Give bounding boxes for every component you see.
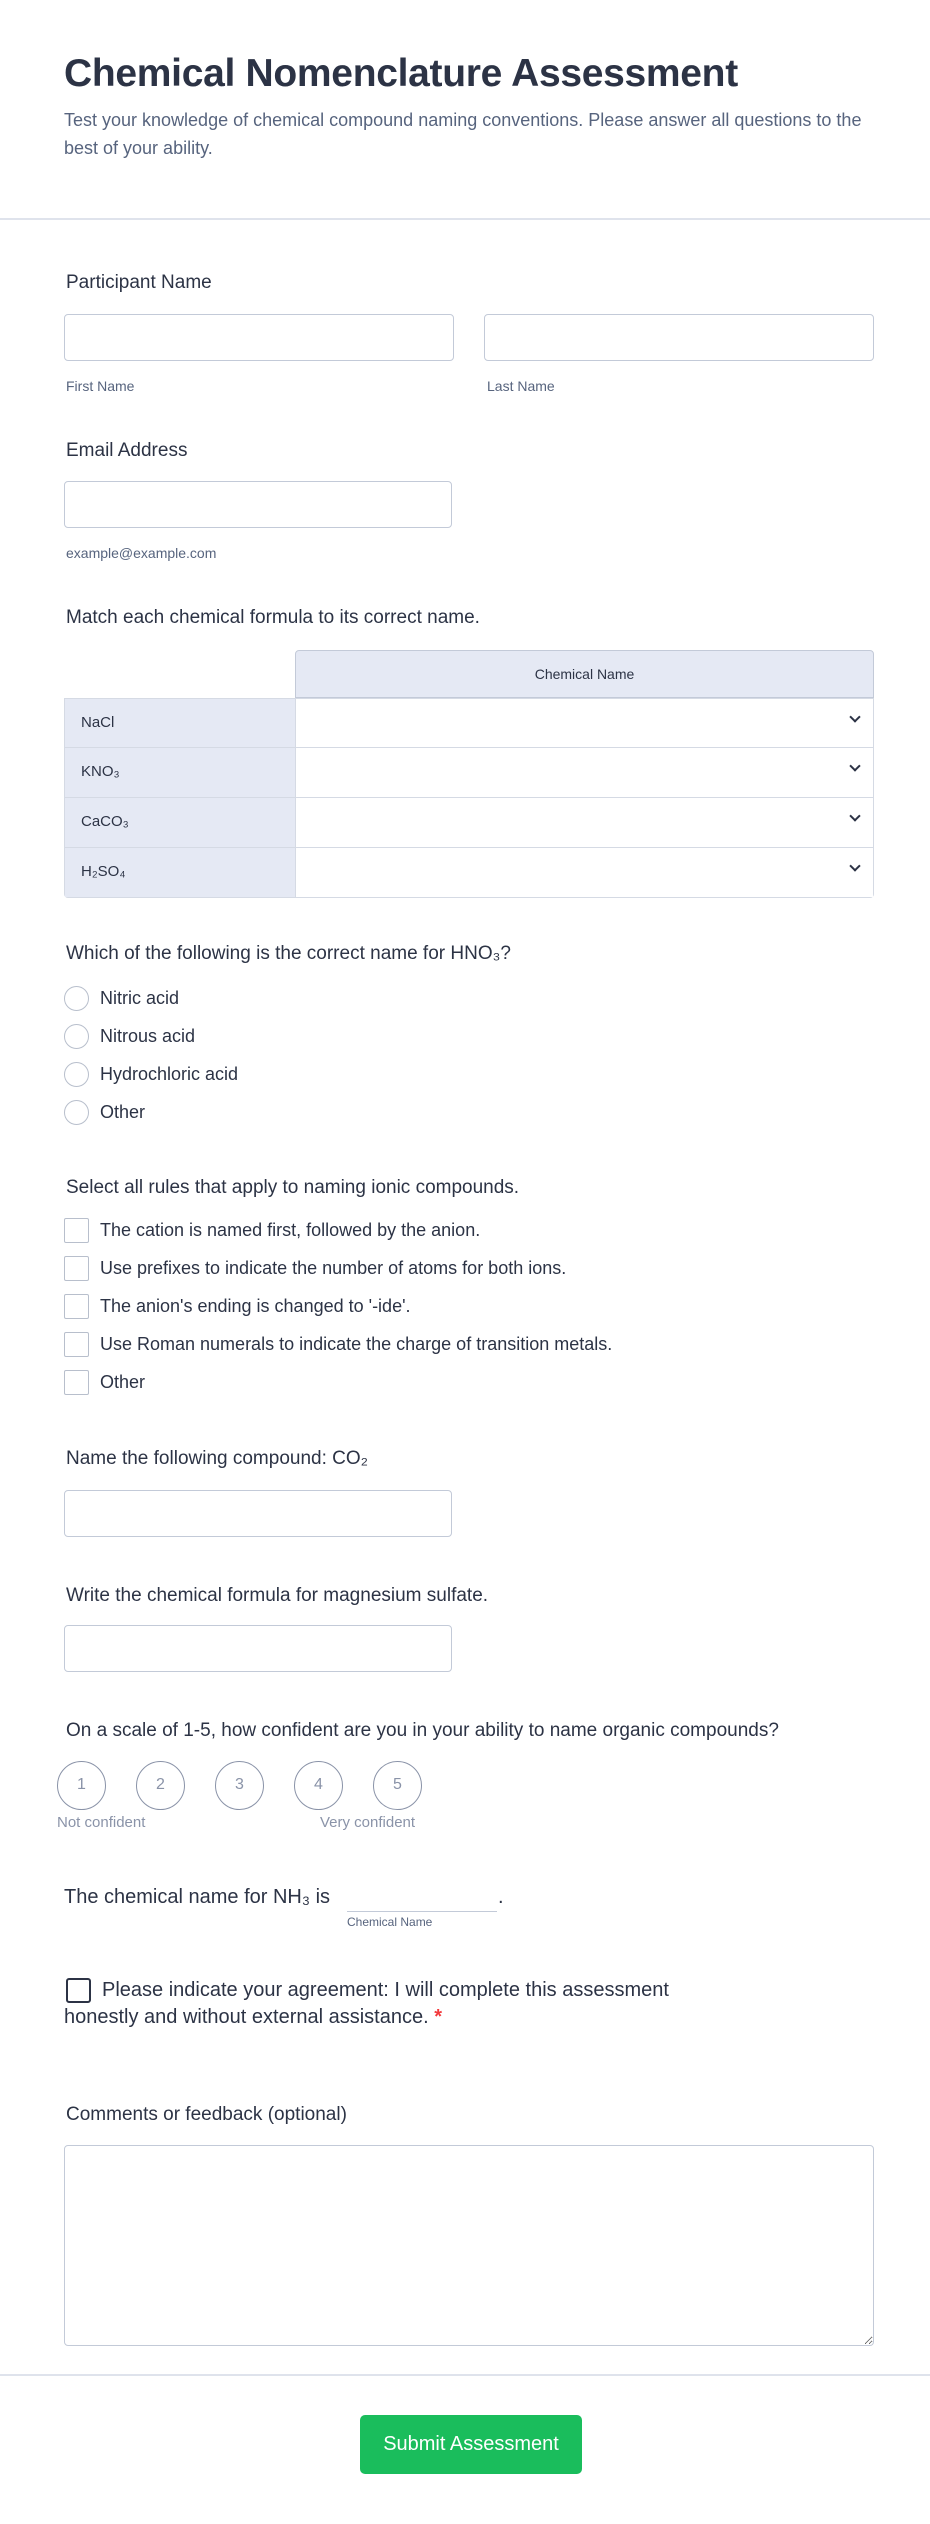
scale-option-2[interactable]: 2: [136, 1761, 185, 1810]
fill-blank-sublabel: Chemical Name: [347, 1915, 433, 1929]
page-subtitle: Test your knowledge of chemical compound naming conventions. Please answer all questions to the best of your ability.: [64, 110, 862, 158]
checkbox[interactable]: [64, 1370, 89, 1395]
page-title: Chemical Nomenclature Assessment: [64, 52, 738, 95]
checkbox[interactable]: [64, 1294, 89, 1319]
email-input[interactable]: [64, 481, 452, 528]
footer-divider: [0, 2374, 930, 2376]
chevron-down-icon: [849, 711, 860, 722]
radio-button[interactable]: [64, 1024, 89, 1049]
last-name-input[interactable]: [484, 314, 874, 361]
agreement-checkbox[interactable]: [66, 1978, 91, 2003]
first-name-sublabel: First Name: [66, 378, 135, 394]
radio-option-label: Nitric acid: [100, 988, 180, 1008]
radio-option[interactable]: [64, 1100, 145, 1125]
scale-question-label: On a scale of 1-5, how confident are you in your ability to name organic compounds?: [66, 1720, 779, 1741]
checkbox-question-label: Select all rules that apply to naming ionic compounds.: [66, 1177, 520, 1198]
matrix-row: [64, 848, 874, 898]
co2-answer-input[interactable]: [64, 1490, 452, 1537]
mgso4-answer-input[interactable]: [64, 1625, 452, 1672]
required-asterisk: *: [434, 2006, 443, 2028]
chevron-down-icon: [849, 810, 860, 821]
matrix-row: [64, 798, 874, 848]
participant-name-label: Participant Name: [66, 272, 212, 293]
chevron-down-icon: [849, 860, 860, 871]
comments-textarea[interactable]: [64, 2145, 874, 2346]
checkbox-option-label: Other: [100, 1372, 146, 1392]
nh3-name-input[interactable]: [347, 1884, 497, 1912]
matrix-select[interactable]: [296, 848, 873, 897]
matrix-row-label: CaCO₃: [65, 798, 296, 847]
matrix-row-label: NaCl: [65, 699, 296, 747]
last-name-sublabel: Last Name: [487, 378, 555, 394]
checkbox[interactable]: [64, 1256, 89, 1281]
radio-button[interactable]: [64, 1100, 89, 1125]
matrix-row: [64, 698, 874, 748]
scale-option-1[interactable]: 1: [57, 1761, 106, 1810]
matrix-row-label: KNO₃: [65, 748, 296, 797]
radio-button[interactable]: [64, 1062, 89, 1087]
scale-low-label: Not confident: [57, 1814, 146, 1831]
checkbox-option-label: The cation is named first, followed by the anion.: [100, 1220, 481, 1240]
radio-question-label: Which of the following is the correct name for HNO₃?: [66, 943, 511, 964]
scale-high-label: Very confident: [320, 1814, 416, 1831]
radio-option-label: Hydrochloric acid: [100, 1064, 239, 1084]
checkbox-option-label: Use prefixes to indicate the number of atoms for both ions.: [100, 1258, 567, 1278]
matrix-row: [64, 748, 874, 798]
matrix-row-label: H₂SO₄: [65, 848, 296, 897]
checkbox-option-label: The anion's ending is changed to '-ide'.: [100, 1296, 411, 1316]
matrix-select[interactable]: [296, 699, 873, 747]
agreement-text-line2: honestly and without external assistance.: [64, 2006, 429, 2028]
comments-label: Comments or feedback (optional): [66, 2104, 347, 2125]
checkbox[interactable]: [64, 1332, 89, 1357]
header-divider: [0, 218, 930, 220]
chevron-down-icon: [849, 760, 860, 771]
checkbox-option[interactable]: [64, 1332, 612, 1357]
checkbox-option[interactable]: [64, 1256, 566, 1281]
matrix-select[interactable]: [296, 798, 873, 847]
radio-option-label: Other: [100, 1102, 146, 1122]
radio-option[interactable]: [64, 1062, 238, 1087]
mgso4-question-label: Write the chemical formula for magnesium sulfate.: [66, 1585, 489, 1606]
radio-option[interactable]: [64, 986, 179, 1011]
scale-option-3[interactable]: 3: [215, 1761, 264, 1810]
matrix-label: Match each chemical formula to its correct name.: [66, 607, 480, 628]
checkbox-option[interactable]: [64, 1370, 145, 1395]
scale-option-5[interactable]: 5: [373, 1761, 422, 1810]
agreement-text-line1: Please indicate your agreement: I will complete this assessment: [102, 1979, 669, 2001]
co2-question-label: Name the following compound: CO₂: [66, 1448, 369, 1469]
checkbox-option[interactable]: [64, 1218, 480, 1243]
email-helper: example@example.com: [66, 545, 217, 561]
first-name-input[interactable]: [64, 314, 454, 361]
matrix-column-header: Chemical Name: [295, 650, 874, 698]
radio-button[interactable]: [64, 986, 89, 1011]
checkbox-option-label: Use Roman numerals to indicate the charge of transition metals.: [100, 1334, 613, 1354]
radio-option[interactable]: [64, 1024, 195, 1049]
email-label: Email Address: [66, 440, 188, 461]
radio-option-label: Nitrous acid: [100, 1026, 196, 1046]
scale-option-4[interactable]: 4: [294, 1761, 343, 1810]
checkbox-option[interactable]: [64, 1294, 411, 1319]
checkbox[interactable]: [64, 1218, 89, 1243]
fill-blank-suffix: .: [498, 1886, 504, 1908]
matrix-select[interactable]: [296, 748, 873, 797]
submit-button[interactable]: Submit Assessment: [360, 2415, 582, 2474]
fill-blank-prefix: The chemical name for NH₃ is: [64, 1886, 331, 1908]
